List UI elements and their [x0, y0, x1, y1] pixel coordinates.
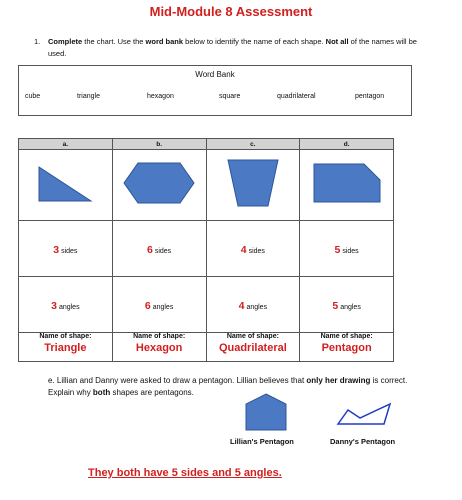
- chart-name-row: [19, 333, 394, 362]
- angles-cell: [19, 277, 113, 333]
- name-cell: [300, 333, 394, 362]
- sides-count: 4: [240, 243, 247, 256]
- sides-count: 3: [53, 243, 60, 256]
- shape-cell: [206, 150, 300, 221]
- hexagon-shape-icon: [122, 161, 196, 205]
- angles-unit: angles: [57, 303, 80, 311]
- shape-cell: [112, 150, 206, 221]
- word-bank-box: [18, 65, 412, 116]
- sides-cell: [206, 221, 300, 277]
- instr-part-word-bank: word bank: [145, 37, 184, 46]
- angles-cell: [112, 277, 206, 333]
- angles-count: 5: [332, 299, 339, 312]
- name-of-shape-label: Name of shape:: [320, 333, 373, 340]
- sides-cell: [300, 221, 394, 277]
- sides-count: 6: [147, 243, 153, 256]
- word-bank-word: pentagon: [355, 93, 385, 100]
- word-bank-word: quadrilateral: [277, 93, 316, 100]
- name-cell: [112, 333, 206, 362]
- triangle-shape-icon: [35, 161, 95, 205]
- name-cell: [19, 333, 113, 362]
- qe-part-both: both: [92, 388, 111, 397]
- word-bank-word: hexagon: [147, 93, 174, 100]
- qe-part-1: e. Lillian and Danny were asked to draw a pentagon. Lillian believes that: [48, 376, 307, 385]
- word-bank-word: square: [219, 93, 241, 100]
- shape-cell: [19, 150, 113, 221]
- instr-part-not-all: Not all: [325, 37, 349, 46]
- angles-unit: angles: [338, 303, 361, 311]
- angles-count: 4: [238, 299, 245, 312]
- instr-part-6: of the names will be used.: [48, 37, 417, 58]
- shape-name-answer: Quadrilateral: [218, 342, 287, 354]
- name-of-shape-label: Name of shape:: [226, 333, 279, 340]
- sides-unit: sides: [152, 247, 172, 255]
- danny-pentagon-drawing: [334, 402, 394, 428]
- sides-cell: [19, 221, 113, 277]
- sides-count: 5: [334, 243, 341, 256]
- pentagon-shape-icon: [312, 162, 382, 204]
- sides-unit: sides: [340, 247, 359, 255]
- angles-cell: [206, 277, 300, 333]
- shapes-chart: [18, 138, 394, 362]
- sides-unit: sides: [59, 247, 78, 255]
- angles-cell: [300, 277, 394, 333]
- answer-text: They both have 5 sides and 5 angles.: [88, 467, 282, 479]
- angles-count: 3: [51, 299, 57, 312]
- trapezoid-shape-icon: [226, 158, 280, 208]
- instr-part-complete: Complete: [48, 37, 83, 46]
- lillian-pentagon-drawing: [244, 392, 288, 432]
- instr-part-2: the chart. Use the: [82, 37, 146, 46]
- shape-cell: [300, 150, 394, 221]
- qe-part-5: shapes are pentagons.: [110, 388, 194, 397]
- page-title: Mid-Module 8 Assessment: [149, 4, 313, 19]
- name-of-shape-label: Name of shape:: [133, 333, 186, 340]
- question-number: 1.: [34, 37, 41, 46]
- shape-name-answer: Hexagon: [135, 342, 183, 354]
- chart-sides-row: [19, 221, 394, 277]
- name-cell: [206, 333, 300, 362]
- word-bank-word: cube: [25, 93, 41, 100]
- chart-angles-row: [19, 277, 394, 333]
- instr-part-4: below to identify the name of each shape.: [183, 37, 326, 46]
- sides-unit: sides: [246, 247, 265, 255]
- word-bank-word: triangle: [77, 93, 100, 100]
- lillian-caption: Lillian's Pentagon: [230, 437, 294, 446]
- column-header: b.: [112, 139, 206, 150]
- qe-part-3: is correct. Explain why: [48, 376, 408, 397]
- shape-name-answer: Pentagon: [321, 342, 372, 354]
- angles-unit: angles: [244, 303, 268, 311]
- chart-header-row: [19, 139, 394, 150]
- chart-shapes-row: [19, 150, 394, 221]
- column-header: a.: [19, 139, 113, 150]
- column-header: c.: [206, 139, 300, 150]
- question-e-text: [48, 375, 428, 399]
- qe-part-only-her-drawing: only her drawing: [306, 376, 371, 385]
- danny-caption: Danny's Pentagon: [330, 437, 396, 446]
- shape-name-answer: Triangle: [44, 342, 87, 354]
- sides-cell: [112, 221, 206, 277]
- angles-count: 6: [144, 299, 151, 312]
- word-bank-title: Word Bank: [195, 70, 235, 79]
- question-1-instructions: [34, 36, 434, 60]
- column-header: d.: [300, 139, 394, 150]
- angles-unit: angles: [150, 303, 174, 311]
- name-of-shape-label: Name of shape:: [39, 333, 92, 340]
